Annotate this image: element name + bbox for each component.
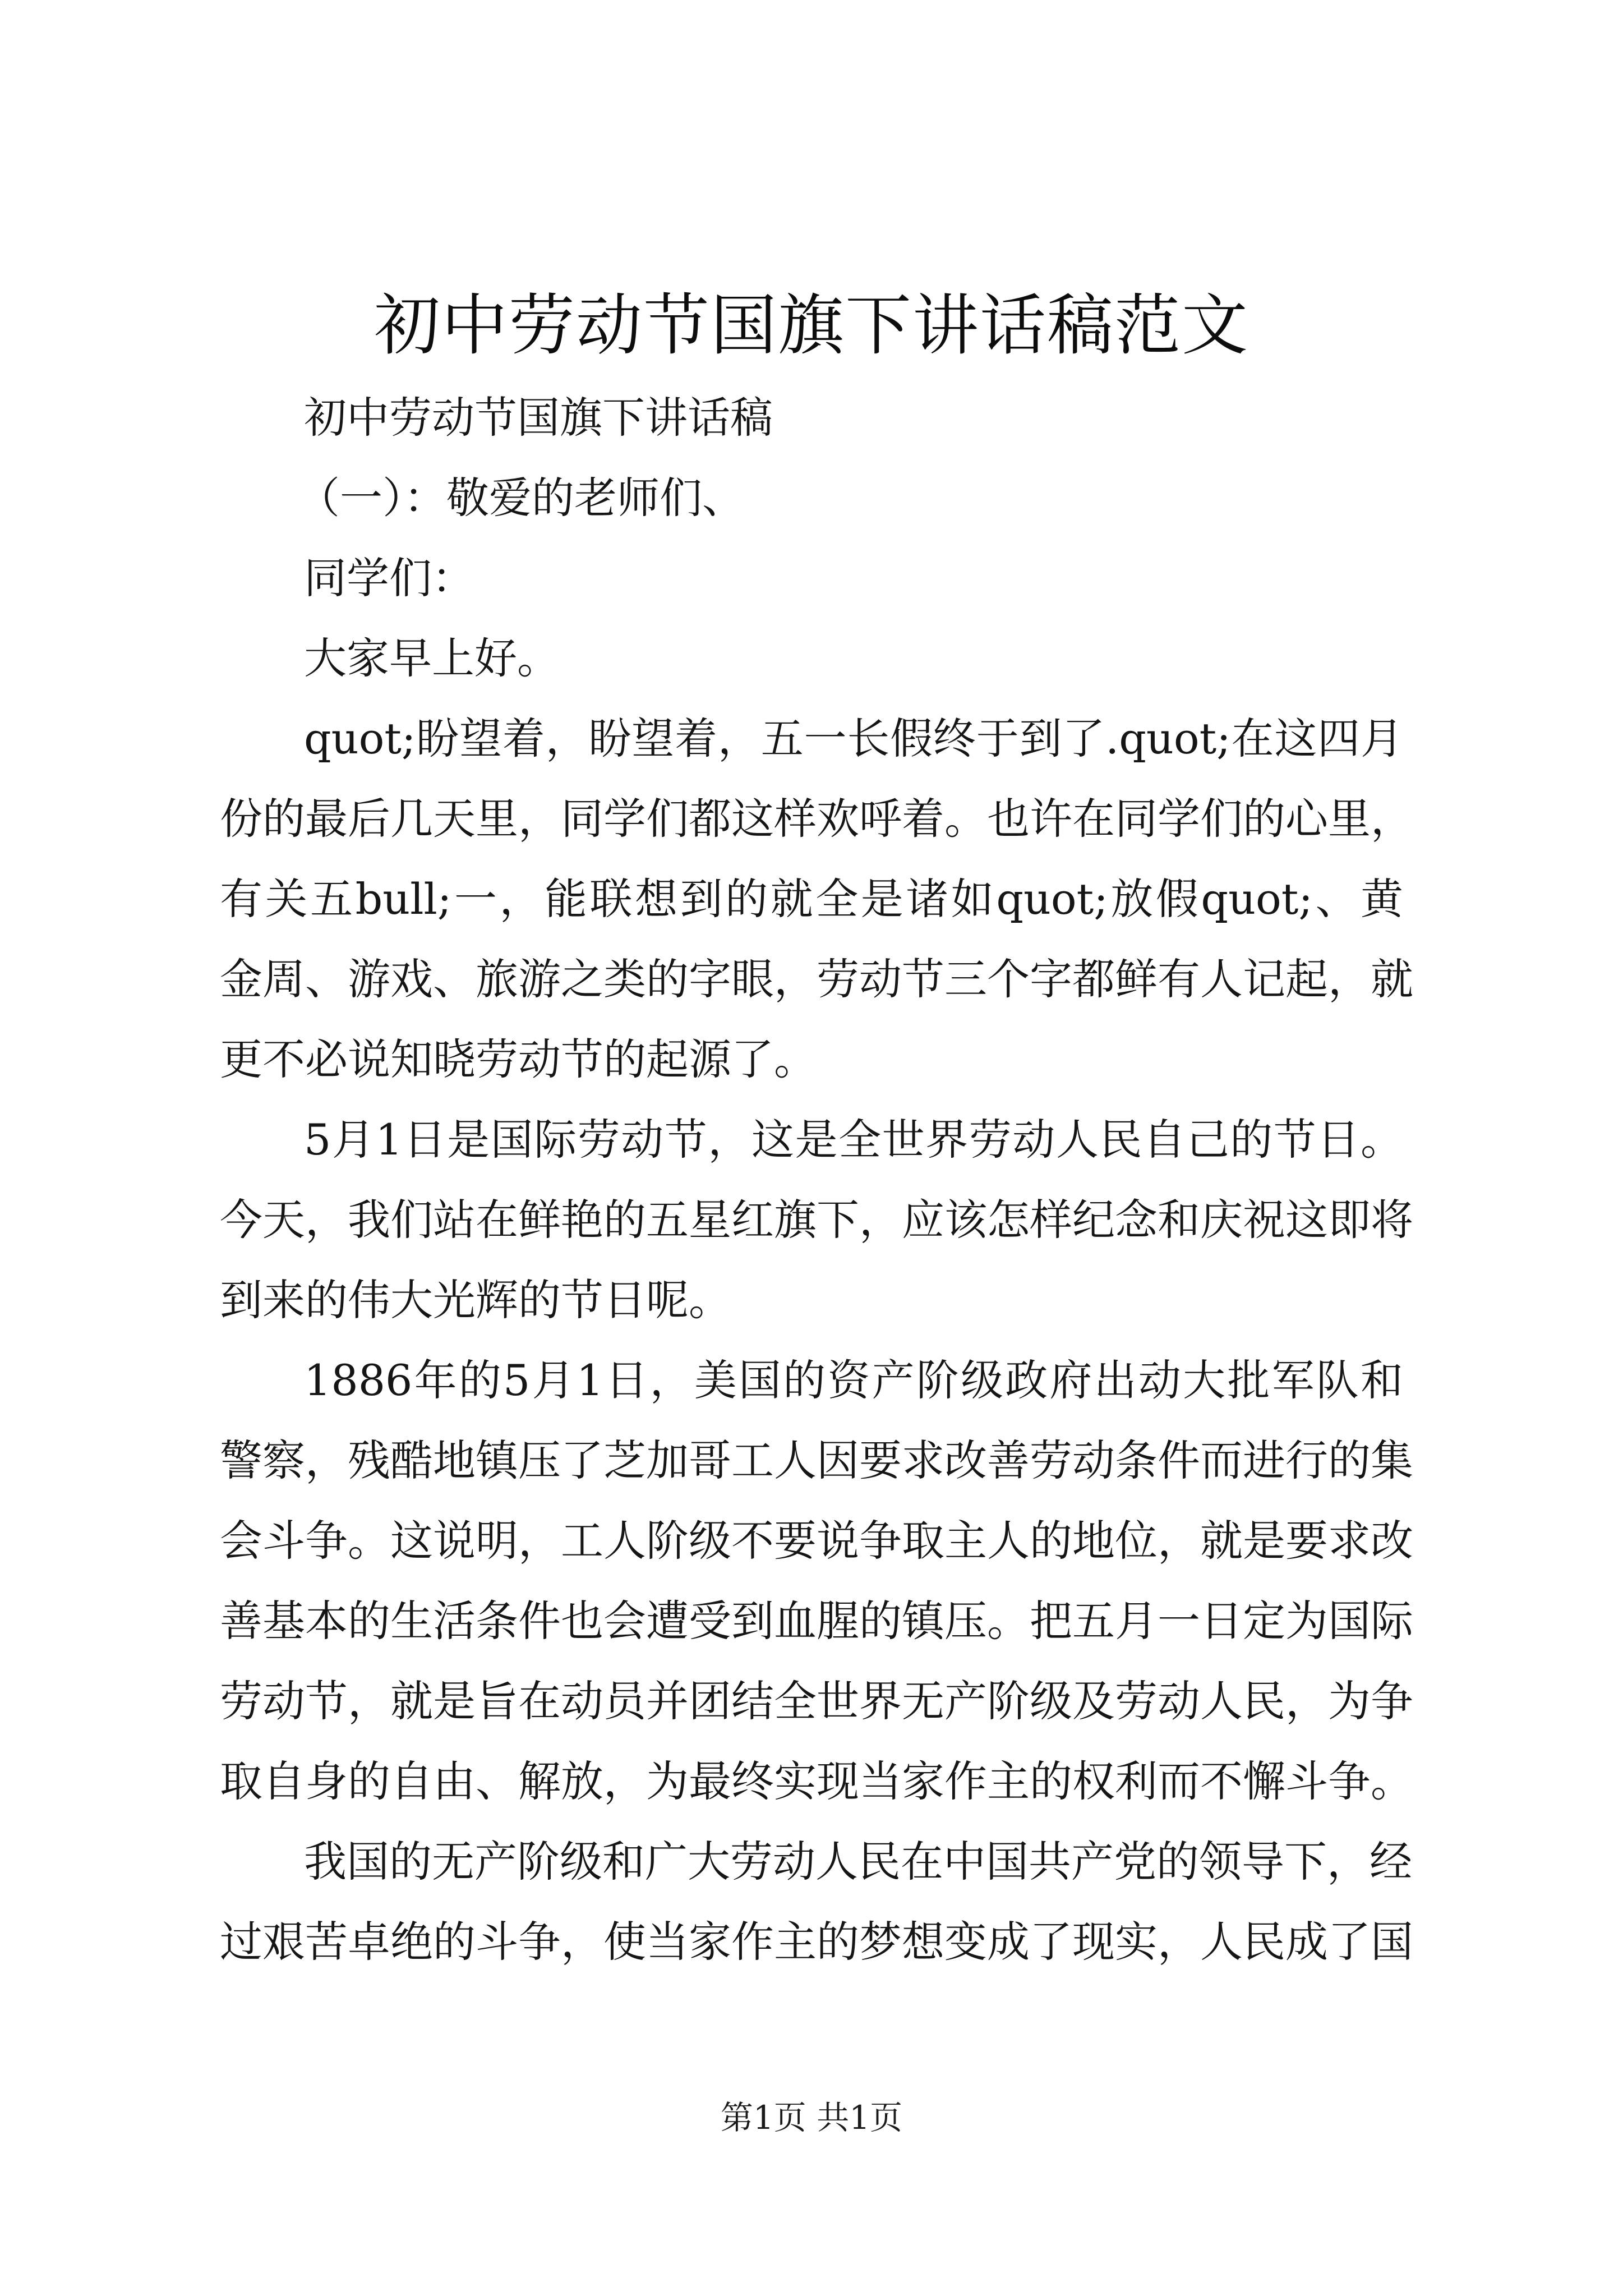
document-title: 初中劳动节国旗下讲话稿范文	[374, 287, 1249, 364]
subtitle-line: 初中劳动节国旗下讲话稿	[304, 393, 773, 443]
text-line: 会斗争。这说明，工人阶级不要说争取主人的地位，就是要求改	[220, 1516, 1413, 1566]
text-line: 到来的伟大光辉的节日呢。	[220, 1275, 731, 1325]
text-line: 金周、游戏、旅游之类的字眼，劳动节三个字都鲜有人记起，就	[220, 954, 1413, 1004]
text-line: quot;盼望着，盼望着，五一长假终于到了.quot;在这四月	[304, 714, 1403, 763]
page-number-footer: 第1页 共1页	[720, 2099, 903, 2137]
text-line: 有关五bull;一，能联想到的就全是诸如quot;放假quot;、黄	[220, 874, 1403, 924]
text-line: 1886年的5月1日，美国的资产阶级政府出动大批军队和	[304, 1355, 1403, 1405]
text-line: 善基本的生活条件也会遭受到血腥的镇压。把五月一日定为国际	[220, 1596, 1413, 1646]
text-line: 份的最后几天里，同学们都这样欢呼着。也许在同学们的心里，	[220, 794, 1413, 844]
text-line: 更不必说知晓劳动节的起源了。	[220, 1034, 817, 1084]
text-line: 大家早上好。	[304, 633, 560, 683]
text-line: 今天，我们站在鲜艳的五星红旗下，应该怎样纪念和庆祝这即将	[220, 1195, 1413, 1245]
text-line: 劳动节，就是旨在动员并团结全世界无产阶级及劳动人民，为争	[220, 1676, 1413, 1726]
text-line: 5月1日是国际劳动节，这是全世界劳动人民自己的节日。	[304, 1115, 1403, 1165]
text-line: 同学们：	[304, 553, 474, 603]
text-line: 我国的无产阶级和广大劳动人民在中国共产党的领导下，经	[304, 1837, 1412, 1887]
text-line: 过艰苦卓绝的斗争，使当家作主的梦想变成了现实，人民成了国	[220, 1917, 1413, 1967]
text-line: （一）：敬爱的老师们、	[297, 473, 745, 523]
text-line: 警察，残酷地镇压了芝加哥工人因要求改善劳动条件而进行的集	[220, 1435, 1413, 1485]
text-line: 取自身的自由、解放，为最终实现当家作主的权利而不懈斗争。	[220, 1756, 1413, 1806]
